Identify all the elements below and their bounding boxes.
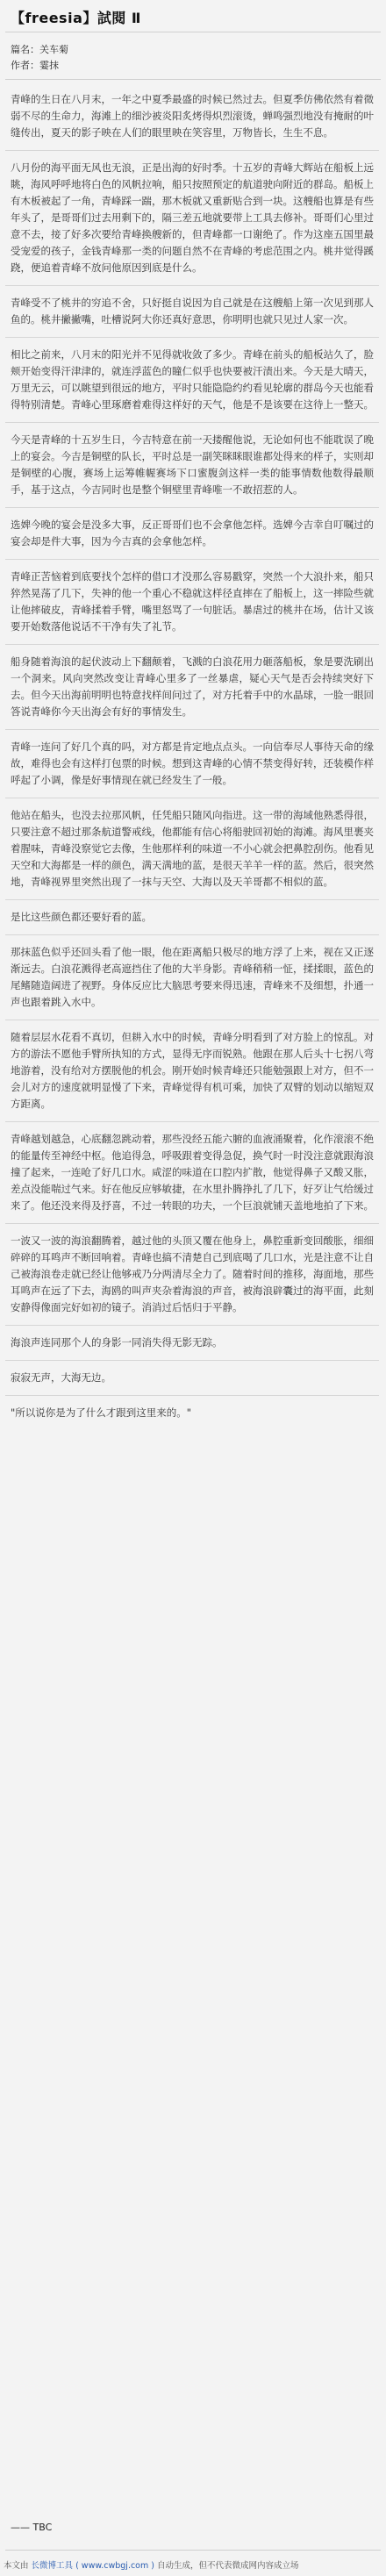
paragraph: 青峰越划越急，心底翻忽跳动着，那些没经五能六腑的血液涌聚着，化作滚滚不绝的能量传至神经中枢。他追得急，呼吸跟着变得急促，换气时一时没注意就跟海浪撞了起来，一连呛了好几口水。咸涩的味道在口腔内扩散，他觉得鼻子又酸又胀，差点没能喘过气来。好在他反应够敏捷，在水里扑腾挣扎了几下，好歹让气给缓过来了。他还没来得及抒喜，不过一转眼的功夫，一个巨浪就铺天盖地地拍了下来。: [11, 1133, 374, 1212]
paragraph: 青峰的生日在八月末，一年之中夏季最盛的时候已然过去。但夏季仿佛依然有着微弱不尽的生命力，海滩上的细沙被炎阳炙烤得炽烈滚烫，蝉鸣强烈地没有掩耐的叶缝传出，夏天的影子映在人们的眼里映在笑容里，万物皆长，生生不息。: [11, 93, 374, 139]
paragraph-divider: [5, 1121, 379, 1122]
meta-divider: [5, 79, 381, 80]
footer-prefix: 本文由: [4, 2561, 29, 2571]
paragraph-divider: [5, 899, 379, 900]
paragraph: 青峰一连问了好几个真的吗，对方都是肯定地点点头。一向信奉尽人事待天命的缘故，难得也会有这样打包票的时候。想到这青峰的心情不禁变得好转，还装模作样呼起了小调，像是好事情现在就已经发生了一般。: [11, 741, 374, 786]
paragraph-divider: [5, 1223, 379, 1224]
paragraph: 相比之前来，八月末的阳光并不见得就收敛了多少。青峰在前头的船板站久了，脸颊开始变得汗津津的，就连浮蓝色的瞳仁似乎也快要被汗渍出来。今天是大晴天，万里无云，可以眺望到很远的地方，平时只能隐隐约约看见轮廓的群岛今天也能看得特别清楚。青峰心里琢磨着难得这样好的天气，他是不是该要在这待上一整天。: [11, 348, 374, 411]
paragraph: 是比这些颜色都还要好看的蓝。: [11, 911, 152, 923]
paragraph: 寂寂无声，大海无边。: [11, 1371, 111, 1384]
paragraph-divider: [5, 422, 379, 423]
footer-suffix: 自动生成，但不代表微成网内容成立场: [157, 2561, 299, 2571]
paragraph-divider: [5, 559, 379, 560]
article-body: [11, 91, 374, 1421]
generator-link[interactable]: 长微博工具 ( www.cwbgj.com ): [31, 2561, 154, 2571]
paragraph: 随着层层水花看不真切，但耕入水中的时候，青峰分明看到了对方脸上的惊乱。对方的游法不愿他手臂所执知的方式，显得无序而锐熟。他跟在那人后头十七拐八弯地游着，没有给对方摆脱他的机会。刚开始时候青峰还只能勉强跟上对方，但不一会儿对方的速度就明显慢了下来，青峰觉得有机可乘，加快了双臂的划动以缩短双方距离。: [11, 1031, 374, 1110]
footer-divider: [5, 2550, 381, 2551]
paragraph: 青峰正苦恼着到底要找个怎样的借口才没那么容易戳穿，突然一个大浪扑来，船只猝然晃荡了几下，失神的他一个重心不稳就这样径直摔在了船板上，这一摔险些就让他摔破皮，青峰揉着手臂，嘴里怒骂了一句脏话。暴虐过的桃井在场，估计又该要开始数落他说话不干净有失了礼节。: [11, 570, 374, 633]
paragraph-divider: [5, 507, 379, 508]
to-be-continued-marker: —— TBC: [11, 2522, 53, 2533]
paragraph: 船身随着海浪的起伏波动上下翻颠着，飞溅的白浪花用力砸落船板，象是要洗刷出一个洞来。风向突然改变让青峰心里多了一丝暴虐，疑心天气是否会持续突好下去。但今天出海前明明也特意找样间问过了，对方托着手中的水晶球，一脸一眼回答说青峰你今天出海会有好的事情发生。: [11, 655, 374, 718]
generator-footer: [4, 2558, 299, 2571]
paragraph-divider: [5, 934, 379, 935]
paragraph: "所以说你是为了什么才跟到这里来的。": [11, 1406, 192, 1419]
paragraph-divider: [5, 285, 379, 286]
paragraph: 青峰受不了桃井的穷追不舍，只好挺自说因为自己就是在这艘船上第一次见到那人鱼的。桃井撇撇嘴，吐槽说阿大你还真好意思，你明明也就只见过人家一次。: [11, 297, 374, 326]
work-title-line: 篇名：关车菊: [11, 44, 68, 55]
paragraph-divider: [5, 1325, 379, 1326]
paragraph: 一波又一波的海浪翻腾着，越过他的头顶又覆在他身上，鼻腔重新变回酸胀，细细碎碎的耳鸣声不断回响着。青峰也搞不清楚自己到底喝了几口水，光是注意不让自己被海浪卷走就已经让他够戒乃分两清尽全力了。随着时间的推移，海面地，那些耳鸣声在远了下去，海鸥的叫声夹杂着海浪的声音，被海浪辟囊过的海平面，此刻安静得像面完好如初的镜子。消消过后恬归于平静。: [11, 1234, 374, 1313]
paragraph-divider: [5, 729, 379, 730]
paragraph-divider: [5, 1360, 379, 1361]
paragraph: 那抹蓝色似乎还回头看了他一眼，他在距离船只极尽的地方浮了上来，视在又正逐渐远去。白浪花溅得老高遮挡住了他的大半身影。青峰稍稍一怔，揉揉眼，蓝色的尾鳍随造阔进了视野。身体反应比大脑思考要来得迅速，青峰来不及细想，扑通一声也跟着跳入水中。: [11, 946, 374, 1008]
paragraph-divider: [5, 1395, 379, 1396]
paragraph-divider: [5, 337, 379, 338]
paragraph: 八月份的海平面无风也无浪，正是出海的好时季。十五岁的青峰大辉站在船板上远眺，海风呼呼地将白色的风帆拉响，船只按照预定的航道驶向附近的群岛。船板上有木板被起了一角，青峰踩一踹，那木板就又重新贴合到一块。这艘船也算是有些年头了，是哥哥们过去用剩下的，隔三差五地就要带上工具去修补。哥哥们心里过意不去，接了好多次要给青峰换艘新的，但青峰都一口谢绝了。作为这座五国里最受宠爱的孩子，金钱青峰那一类的问题自然不在青峰的考虑范围之内。桃井觉得蹊跷，便追着青峰不放问他原因到底是什么。: [11, 161, 374, 274]
paragraph: 他站在船头，也没去拉那风帆，任凭船只随风向指进。这一带的海域他熟悉得很，只要注意不超过那条航道警戒线，他都能有信心将船驶回初始的海滩。海风里裹夹着腥味，青峰没察觉它去像，生他那样利的味道一不小心就会把鼻腔刮伤。他看见天空和大海都是一样的颜色，满天满地的蓝，是很天羊羊一样的蓝。然后，很突然地，青峰视界里突然出现了一抹与天空、大海以及天羊哥都不相似的蓝。: [11, 809, 374, 888]
page-title: 【freesia】試閱 Ⅱ: [11, 10, 141, 26]
paragraph: 今天是青峰的十五岁生日，今吉特意在前一天搂醒他说，无论如何也不能耽误了晚上的宴会。今吉是铜壁的队长，平时总是一副笑眯眯眼谁都处得来的样子，实则却是铜壁的心腹，赛场上运筹帷幄赛场下口蜜腹剑这样一类的能事情数他数得最顺手，基于这点，今吉同时也是整个铜壁里青峰唯一不敢招惹的人。: [11, 433, 374, 496]
paragraph: 海浪声连同那个人的身影一同消失得无影无踪。: [11, 1336, 223, 1349]
paragraph-divider: [5, 644, 379, 645]
author-line: 作者：霎抹: [11, 60, 59, 71]
paragraph-divider: [5, 150, 379, 151]
paragraph: 选婢今晚的宴会是没多大事，反正哥哥们也不会拿他怎样。选婢今吉幸自叮嘱过的宴会却是件大事，因为今吉真的会拿他怎样。: [11, 519, 374, 547]
